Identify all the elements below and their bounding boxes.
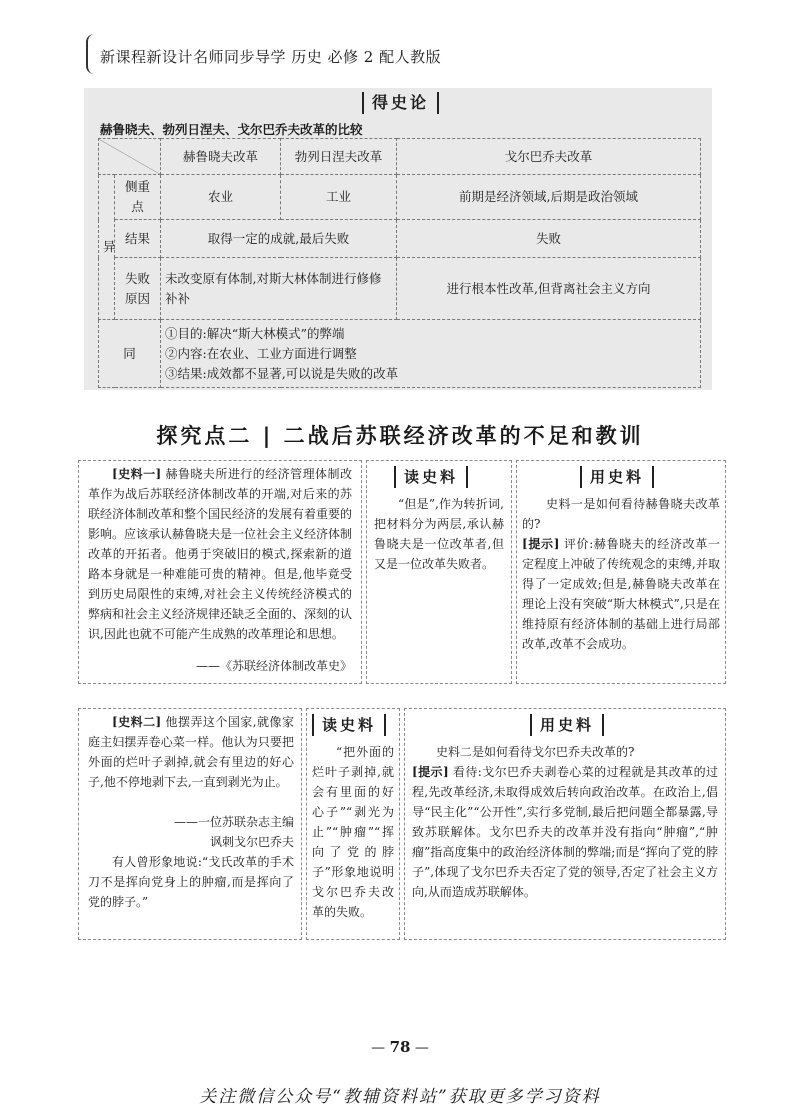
group-diff-label: 异 xyxy=(99,175,115,320)
same-item: ②内容:在农业、工业方面进行调整 xyxy=(165,345,357,361)
table-row xyxy=(99,258,701,320)
col-header-khrushchev: 赫鲁晓夫改革 xyxy=(161,139,281,175)
source-1-label: [史料一] xyxy=(112,467,162,481)
row-label-focus: 侧重点 xyxy=(115,175,161,220)
cell-focus-brezhnev: 工业 xyxy=(281,175,397,220)
same-item: ①目的:解决“斯大林模式”的弊端 xyxy=(165,325,345,341)
table-row xyxy=(99,220,701,258)
table-header-row xyxy=(99,139,701,175)
cell-result-kb: 取得一定的成就,最后失败 xyxy=(161,220,397,258)
cell-result-gorbachev: 失败 xyxy=(397,220,701,258)
source-2-label: [史料二] xyxy=(112,715,162,729)
source-2-text: [史料二] 他摆弄这个国家,就像家庭主妇摆弄卷心菜一样。他认为只要把外面的烂叶子剥掉,就会有里边的好心子,他不停地剥下去,一直到剥光为止。 xyxy=(88,715,294,789)
table-corner xyxy=(99,139,161,175)
table-row xyxy=(99,175,701,220)
read-tag-2: 读史料 xyxy=(312,714,386,736)
cell-focus-gorbachev: 前期是经济领域,后期是政治领域 xyxy=(397,175,701,220)
source-2-text-2: 有人曾形象地说:“戈氏改革的手术刀不是挥向党身上的肿瘤,而是挥向了党的脖子。” xyxy=(88,855,294,909)
page-number: — 78 — xyxy=(371,1038,429,1056)
book-title: 新课程新设计名师同步导学 历史 必修 2 配人教版 xyxy=(100,48,442,66)
row-label-reason: 失败原因 xyxy=(115,258,161,320)
panel-subtitle: 赫鲁晓夫、勃列日涅夫、戈尔巴乔夫改革的比较 xyxy=(100,122,363,137)
hint-label-1: [提示] xyxy=(522,537,560,551)
hint-text-1: 评价:赫鲁晓夫的经济改革一定程度上冲破了传统观念的束缚,并取得了一定成效;但是,赫鲁晓夫改革在理论上没有突破“斯大林模式”,只是在维持原有经济体制的基础上进行局部改革,改革不会成功。 xyxy=(522,537,720,651)
header-bracket xyxy=(86,34,96,74)
read-text-1: “但是”,作为转折词,把材料分为两层,承认赫鲁晓夫是一位改革者,但又是一位改革失败者。 xyxy=(374,497,504,571)
use-question-1: 史料一是如何看待赫鲁晓夫改革的? xyxy=(522,497,720,531)
use-tag-1: 用史料 xyxy=(580,466,654,488)
hint-label-2: [提示] xyxy=(412,765,449,779)
cell-same-content xyxy=(161,320,701,388)
use-question-2: 史料二是如何看待戈尔巴乔夫改革的? xyxy=(436,745,635,759)
row-label-result: 结果 xyxy=(115,220,161,258)
col-header-brezhnev: 勃列日涅夫改革 xyxy=(281,139,397,175)
section-title: 探究点二 | 二战后苏联经济改革的不足和教训 xyxy=(156,424,644,448)
source-1-text: [史料一] 赫鲁晓夫所进行的经济管理体制改革作为战后苏联经济体制改革的开端,对后来的苏联经济体制改革和整个国民经济的发展有着重要的影响。应该承认赫鲁晓夫是一位社会主义经济体制改革的开拓者。他勇于突破旧的模式,探索新的道路本身就是一种难能可贵的精神。但是,他毕竟受到历史局限性的束缚,对社会主义传统经济模式的弊病和社会主义经济规律还缺乏全面的、深刻的认识,因此也就不可能产生成熟的改革理论和思想。 xyxy=(88,467,353,641)
col-header-gorbachev: 戈尔巴乔夫改革 xyxy=(397,139,701,175)
read-tag-1: 读史料 xyxy=(394,466,468,488)
use-tag-2: 用史料 xyxy=(530,714,604,736)
footer-note: 关注微信公众号“教辅资料站”获取更多学习资料 xyxy=(199,1087,601,1107)
hint-text-2: 看待:戈尔巴乔夫剥卷心菜的过程就是其改革的过程,先改革经济,未取得成效后转向政治改革。在政治上,倡导“民主化”“公开性”,实行多党制,最后把问题全都暴露,导致苏联解体。戈尔巴乔夫的改革并没有指向“肿瘤”,“肿瘤”指高度集中的政治经济体制的弊端;而是“挥向了党的脖子”,体现了戈尔巴乔夫否定了党的领导,否定了社会主义方向,从而造成苏联解体。 xyxy=(412,765,718,899)
panel-tag: 得史论 xyxy=(362,92,439,114)
use-text-2 xyxy=(412,742,718,902)
source-2-citation-2: 讽刺戈尔巴乔夫 xyxy=(209,835,294,849)
comparison-table xyxy=(98,138,701,388)
cell-reason-gorbachev: 进行根本性改革,但背离社会主义方向 xyxy=(397,258,701,320)
table-row xyxy=(99,320,701,388)
cell-reason-kb: 未改变原有体制,对斯大林体制进行修修补补 xyxy=(161,258,397,320)
group-same-label: 同 xyxy=(99,320,161,388)
cell-focus-khrushchev: 农业 xyxy=(161,175,281,220)
source-2-citation-1: ——一位苏联杂志主编 xyxy=(173,815,294,829)
use-text-1 xyxy=(522,494,720,654)
same-item: ③结果:成效都不显著,可以说是失败的改革 xyxy=(165,365,399,381)
source-1-citation: ——《苏联经济体制改革史》 xyxy=(195,659,352,673)
read-text-2: “把外面的烂叶子剥掉,就会有里面的好心子”“剥光为止”“肿瘤”“挥向了党的脖子”形象地说明戈尔巴乔夫改革的失败。 xyxy=(312,745,394,919)
